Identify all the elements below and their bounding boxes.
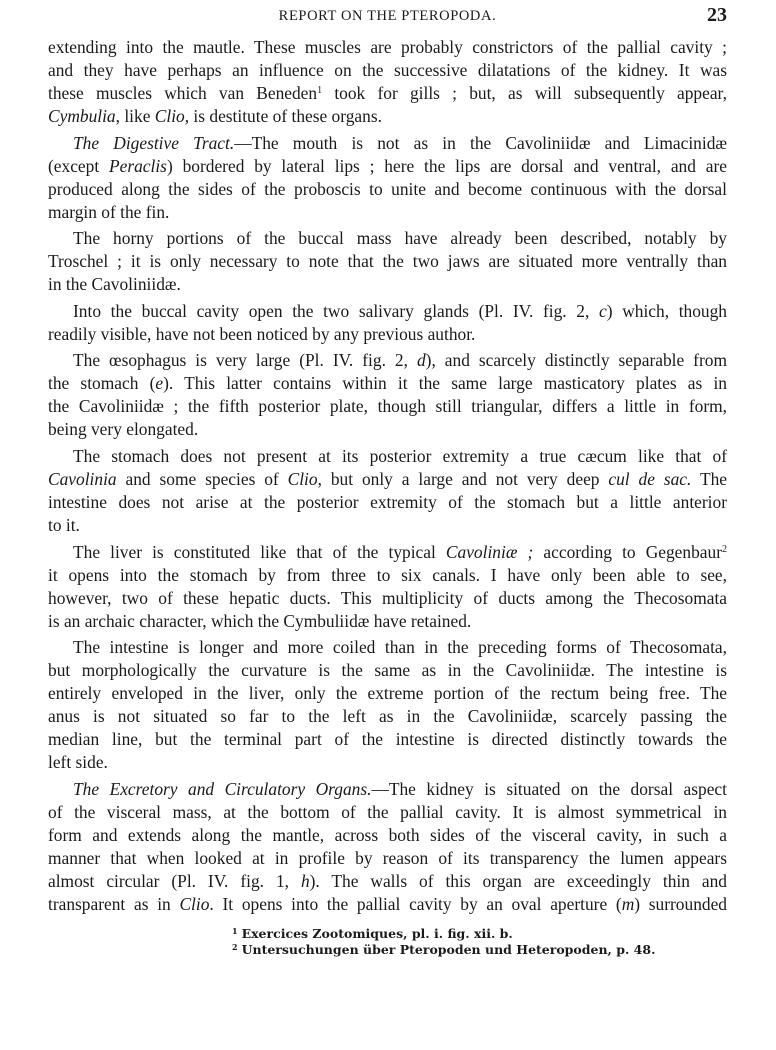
text-line bbox=[48, 870, 727, 893]
text-span: , is destitute of these organs. bbox=[184, 106, 382, 126]
text-line bbox=[48, 59, 727, 82]
text-span: the stomach ( bbox=[48, 373, 156, 394]
text-span: median line, but the terminal part of the intestine is directed distinctly towards the bbox=[48, 729, 727, 750]
text-line bbox=[48, 227, 727, 250]
footnote bbox=[232, 926, 655, 942]
text-span: The œsophagus is very large (Pl. IV. fig. 2, bbox=[73, 350, 417, 371]
text-span: left side. bbox=[48, 752, 108, 773]
italic-text: Clio bbox=[179, 893, 210, 914]
text-line bbox=[48, 610, 727, 633]
italic-text: Cavoliniæ ; bbox=[445, 541, 534, 562]
text-line bbox=[48, 541, 727, 564]
text-span: these muscles which van Beneden bbox=[48, 83, 318, 103]
footnote-reference: 1 bbox=[317, 85, 323, 96]
text-span: form and extends along the mantle, across both sides of the visceral cavity, in such a bbox=[48, 824, 727, 845]
page-header bbox=[48, 4, 727, 26]
text-line bbox=[48, 587, 727, 610]
text-span: and they have perhaps an influence on the successive dilatations of the kidney. It was bbox=[48, 60, 727, 80]
text-span: readily visible, have not been noticed by any previous author. bbox=[48, 323, 476, 344]
text-line bbox=[48, 323, 727, 346]
text-line bbox=[48, 824, 727, 847]
text-span: took for gills ; but, as will subsequently appear, bbox=[322, 83, 727, 103]
text-span: entirely enveloped in the liver, only the extreme portion of the rectum being free. The bbox=[48, 683, 727, 704]
text-span: ). The walls of this organ are exceedingly thin and bbox=[309, 870, 727, 891]
text-span: produced along the sides of the proboscis to unite and become continuous with the dorsal bbox=[48, 178, 727, 199]
text-span: manner that when looked at in profile by reason of its transparency the lumen appears bbox=[48, 847, 727, 868]
paragraph bbox=[48, 227, 727, 296]
paragraph bbox=[48, 541, 727, 633]
text-span: The bbox=[691, 468, 727, 489]
text-span: is an archaic character, which the Cymbuliidæ have retained. bbox=[48, 610, 472, 631]
text-line bbox=[48, 273, 727, 296]
text-span: , like bbox=[115, 106, 155, 126]
text-line bbox=[48, 636, 727, 659]
text-line bbox=[48, 201, 727, 224]
text-line bbox=[48, 751, 727, 774]
text-line bbox=[48, 682, 727, 705]
paragraph bbox=[48, 778, 727, 916]
italic-text: m bbox=[621, 893, 635, 914]
italic-text: Cavolinia bbox=[48, 468, 117, 489]
text-span: it opens into the stomach by from three to six canals. I have only been able to see, bbox=[48, 564, 727, 585]
text-line bbox=[48, 395, 727, 418]
paragraph bbox=[48, 36, 727, 128]
italic-text: e bbox=[155, 373, 164, 394]
text-span: being very elongated. bbox=[48, 419, 199, 440]
footnote bbox=[232, 942, 655, 958]
text-span: ). This latter contains within it the same large masticatory plates as in bbox=[163, 373, 728, 394]
text-span: in the Cavoliniidæ. bbox=[48, 274, 181, 295]
text-span: margin of the fin. bbox=[48, 201, 170, 222]
text-span: and some species of bbox=[116, 468, 288, 489]
text-span: according to Gegenbaur bbox=[533, 541, 722, 562]
text-line bbox=[48, 418, 727, 441]
italic-text: Cymbulia bbox=[48, 106, 116, 126]
italic-text: c bbox=[599, 300, 607, 321]
paragraph bbox=[48, 349, 727, 441]
italic-text: The Excretory and Circulatory Organs. bbox=[73, 778, 372, 799]
italic-text: Clio bbox=[287, 468, 318, 489]
text-span: Into the buccal cavity open the two salivary glands (Pl. IV. fig. 2, bbox=[73, 300, 600, 321]
text-line bbox=[48, 82, 727, 105]
text-line bbox=[48, 178, 727, 201]
running-title: REPORT ON THE PTEROPODA. bbox=[278, 8, 497, 24]
text-line bbox=[48, 349, 727, 372]
footnote-reference: 2 bbox=[722, 543, 727, 555]
text-span: almost circular (Pl. IV. fig. 1, bbox=[48, 870, 301, 891]
text-span: ), and scarcely distinctly separable from bbox=[425, 350, 727, 371]
paragraph bbox=[48, 132, 727, 224]
text-span: The liver is constituted like that of the typical bbox=[73, 541, 446, 562]
italic-text: h bbox=[300, 870, 310, 891]
body-text bbox=[48, 36, 727, 919]
text-span: —The kidney is situated on the dorsal aspect bbox=[371, 778, 727, 799]
text-span: but morphologically the curvature is the same as in the Cavoliniidæ. The intestine is bbox=[48, 660, 727, 681]
text-span: The horny portions of the buccal mass have already been described, notably by bbox=[73, 228, 727, 249]
italic-text: Peraclis bbox=[109, 155, 167, 176]
text-span: ) which, though bbox=[606, 300, 728, 321]
footnote-mark: 1 bbox=[232, 926, 238, 936]
footnotes bbox=[232, 926, 655, 958]
text-span: The intestine is longer and more coiled than in the preceding forms of Thecosomata, bbox=[73, 637, 727, 658]
text-span: , but only a large and not very deep bbox=[317, 468, 609, 489]
footnote-mark: 2 bbox=[232, 942, 238, 952]
text-span: anus is not situated so far to the left as in the Cavoliniidæ, scarcely passing the bbox=[48, 706, 727, 727]
text-line bbox=[48, 445, 727, 468]
text-line bbox=[48, 250, 727, 273]
text-span: the Cavoliniidæ ; the fifth posterior plate, though still triangular, differs a little in form, bbox=[48, 396, 727, 417]
text-line bbox=[48, 514, 727, 537]
text-span: of the visceral mass, at the bottom of the pallial cavity. It is almost symmetrical in bbox=[48, 801, 727, 822]
text-line bbox=[48, 155, 727, 178]
text-line bbox=[48, 659, 727, 682]
text-line bbox=[48, 893, 727, 916]
text-line bbox=[48, 468, 727, 491]
page-number: 23 bbox=[707, 4, 727, 26]
text-span: (except bbox=[48, 155, 109, 176]
text-span: The stomach does not present at its posterior extremity a true cæcum like that of bbox=[73, 445, 727, 466]
text-line bbox=[48, 372, 727, 395]
paragraph bbox=[48, 300, 727, 346]
footnote-text: Exercices Zootomiques, pl. i. fig. xii. b. bbox=[241, 926, 513, 941]
text-span: ) surrounded bbox=[634, 893, 728, 914]
text-span: intestine does not arise at the posterior extremity of the stomach but a little anterior bbox=[48, 491, 727, 512]
text-line bbox=[48, 728, 727, 751]
italic-text: Clio bbox=[154, 106, 185, 126]
text-line bbox=[48, 847, 727, 870]
italic-text: The Digestive Tract. bbox=[73, 132, 235, 153]
footnote-text: Untersuchungen über Pteropoden und Heteropoden, p. 48. bbox=[241, 942, 656, 957]
text-line bbox=[48, 491, 727, 514]
text-span: to it. bbox=[48, 514, 80, 535]
text-span: ) bordered by lateral lips ; here the lips are dorsal and ventral, and are bbox=[166, 155, 727, 176]
text-span: transparent as in bbox=[48, 893, 180, 914]
text-line bbox=[48, 705, 727, 728]
text-line bbox=[48, 300, 727, 323]
text-span: Troschel ; it is only necessary to note that the two jaws are situated more ventrally than bbox=[48, 251, 727, 272]
text-span: —The mouth is not as in the Cavoliniidæ and Limacinidæ bbox=[234, 132, 727, 153]
text-line bbox=[48, 132, 727, 155]
text-span: extending into the mautle. These muscles are probably constrictors of the pallial cavity ; bbox=[48, 37, 727, 57]
text-line bbox=[48, 564, 727, 587]
text-line bbox=[48, 801, 727, 824]
text-span: however, two of these hepatic ducts. This multiplicity of ducts among the Thecosomata bbox=[48, 587, 727, 608]
text-line bbox=[48, 105, 727, 128]
text-line bbox=[48, 778, 727, 801]
text-line bbox=[48, 36, 727, 59]
italic-text: d bbox=[416, 350, 426, 371]
text-span: . It opens into the pallial cavity by an oval aperture ( bbox=[209, 893, 622, 914]
paragraph bbox=[48, 445, 727, 537]
paragraph bbox=[48, 636, 727, 774]
italic-text: cul de sac. bbox=[608, 468, 692, 489]
